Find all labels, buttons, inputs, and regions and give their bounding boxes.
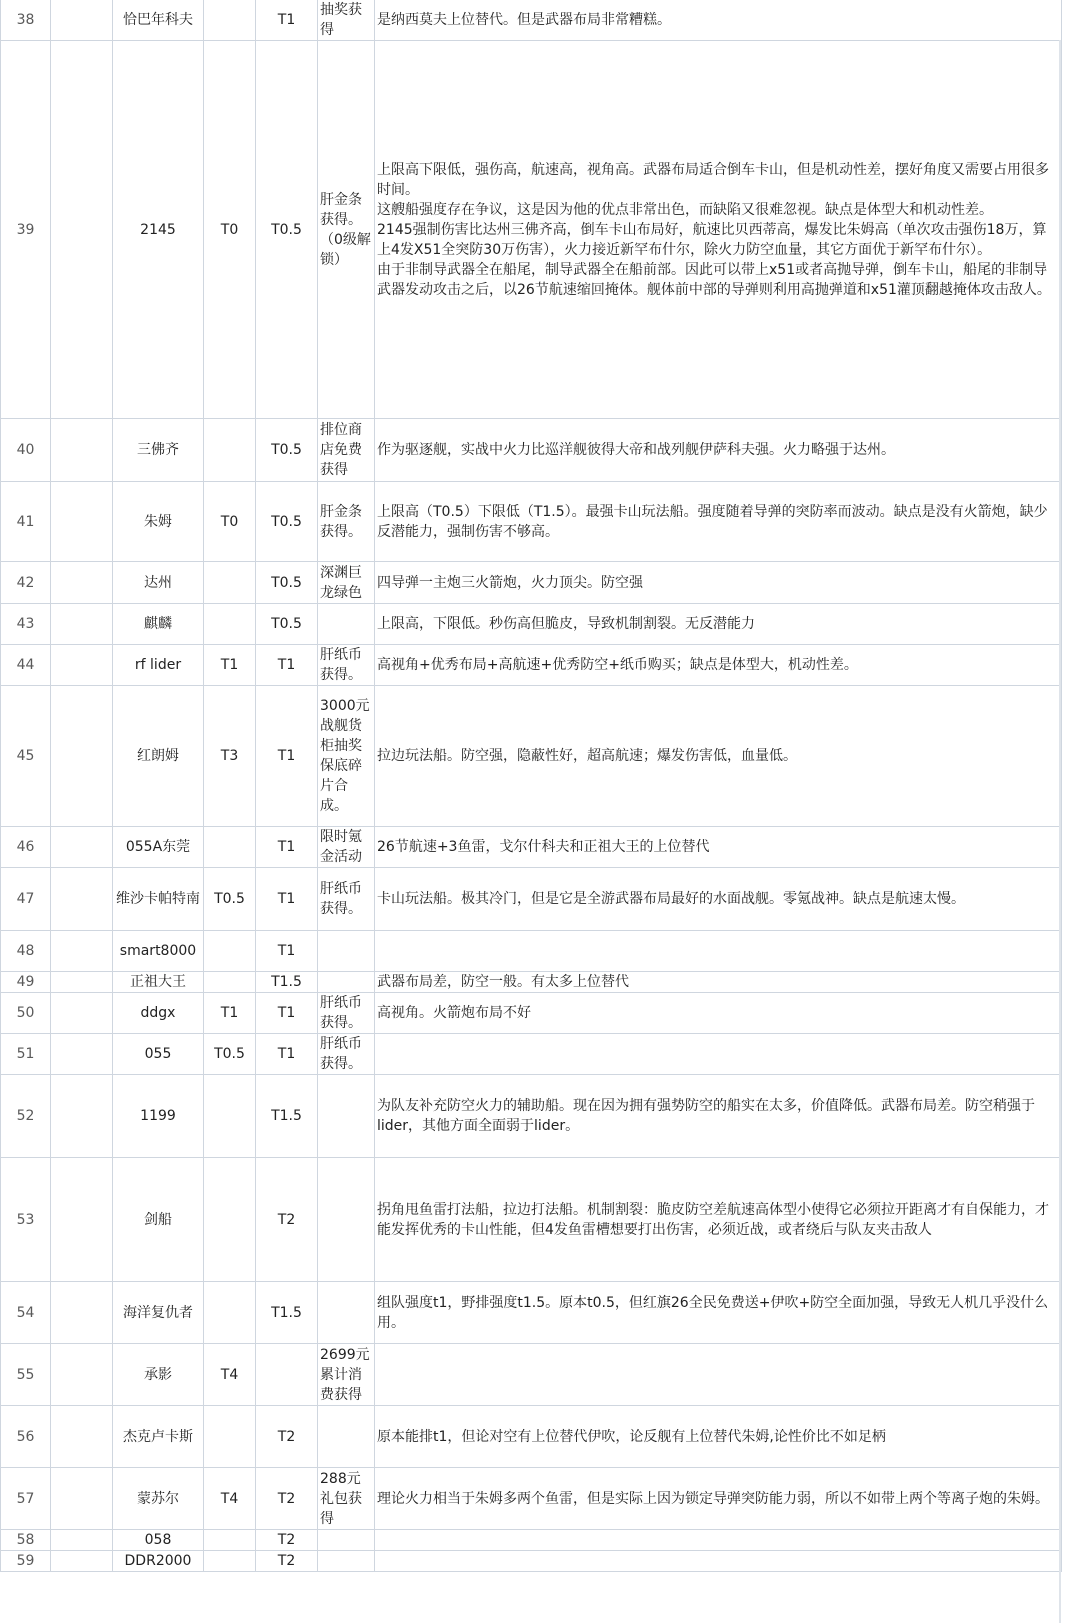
ship-name-cell[interactable]: 恰巴年科夫 [113,0,204,41]
blank-cell-cell[interactable] [51,1075,113,1158]
tier-rating-a-cell[interactable] [204,1406,256,1468]
ship-name-cell[interactable]: 麒麟 [113,604,204,645]
tier-rating-a-cell[interactable]: T1 [204,993,256,1034]
blank-cell-cell[interactable] [51,562,113,604]
ship-name-cell[interactable]: 2145 [113,41,204,419]
ship-comment-cell[interactable]: 组队强度t1，野排强度t1.5。原本t0.5，但红旗26全民免费送+伊吹+防空全面加强，导致无人机几乎没什么用。 [375,1282,1062,1344]
row-number-cell[interactable]: 52 [1,1075,51,1158]
ship-comment-cell[interactable] [375,931,1062,972]
table-row [1,1075,1062,1158]
tier-rating-b-cell[interactable]: T1 [256,827,318,868]
table-row [1,827,1062,868]
table-row [1,1158,1062,1282]
obtain-method-cell[interactable]: 排位商店免费获得 [318,419,375,482]
table-row [1,1344,1062,1406]
table-row [1,482,1062,562]
tier-rating-a-cell[interactable] [204,562,256,604]
blank-cell-cell[interactable] [51,972,113,993]
ship-name-cell[interactable]: 1199 [113,1075,204,1158]
ship-name-cell[interactable]: 蒙苏尔 [113,1468,204,1530]
table-row [1,419,1062,482]
ship-name-cell[interactable]: 058 [113,1530,204,1551]
obtain-method-cell[interactable] [318,1530,375,1551]
ship-comment-cell[interactable]: 上限高下限低，强伤高，航速高，视角高。武器布局适合倒车卡山，但是机动性差，摆好角度又需要占用很多时间。 这艘船强度存在争议，这是因为他的优点非常出色，而缺陷又很难忽视。缺点是体型大和机动性差。 2145强制伤害比达州三佛齐高，倒车卡山布局好，航速比贝西蒂高，爆发比朱姆高（单次攻击强伤18万，算上4发X51全突防30万伤害），火力接近新罕布什尔，除火力防空血量，其它方面优于新罕布什尔）。 由于非制导武器全在船尾，制导武器全在船前部。因此可以带上x51或者高抛导弹，倒车卡山，船尾的非制导武器发动攻击之后，以26节航速缩回掩体。舰体前中部的导弹则利用高抛弹道和x51灌顶翻越掩体攻击敌人。 [375,41,1062,419]
row-number-cell[interactable]: 39 [1,41,51,419]
blank-cell-cell[interactable] [51,1468,113,1530]
blank-cell-cell[interactable] [51,645,113,686]
ship-name-cell[interactable]: 承影 [113,1344,204,1406]
obtain-method-cell[interactable] [318,1282,375,1344]
blank-cell-cell[interactable] [51,1158,113,1282]
ship-name-cell[interactable]: 红朗姆 [113,686,204,827]
obtain-method-cell[interactable]: 2699元累计消费获得 [318,1344,375,1406]
tier-rating-b-cell[interactable]: T0.5 [256,482,318,562]
tier-rating-b-cell[interactable]: T0.5 [256,562,318,604]
obtain-method-cell[interactable]: 肝金条获得。（0级解锁） [318,41,375,419]
blank-cell-cell[interactable] [51,1551,113,1572]
tier-rating-b-cell[interactable]: T1.5 [256,1075,318,1158]
ship-comment-cell[interactable]: 原本能排t1，但论对空有上位替代伊吹，论反舰有上位替代朱姆,论性价比不如足柄 [375,1406,1062,1468]
ship-comment-cell[interactable] [375,1530,1062,1551]
ship-comment-cell[interactable] [375,1034,1062,1075]
tier-rating-a-cell[interactable]: T1 [204,645,256,686]
row-number-cell[interactable]: 53 [1,1158,51,1282]
table-row [1,931,1062,972]
tier-rating-b-cell[interactable] [256,1344,318,1406]
tier-rating-b-cell[interactable]: T1 [256,868,318,931]
row-number-cell[interactable]: 48 [1,931,51,972]
blank-cell-cell[interactable] [51,482,113,562]
row-number-cell[interactable]: 47 [1,868,51,931]
obtain-method-cell[interactable]: 抽奖获得 [318,0,375,41]
obtain-method-cell[interactable] [318,604,375,645]
tier-rating-a-cell[interactable] [204,1158,256,1282]
table-row [1,1406,1062,1468]
table-row [1,1034,1062,1075]
obtain-method-cell[interactable]: 限时氪金活动 [318,827,375,868]
ship-name-cell[interactable]: 杰克卢卡斯 [113,1406,204,1468]
row-number-cell[interactable]: 57 [1,1468,51,1530]
ship-comment-cell[interactable]: 高视角+优秀布局+高航速+优秀防空+纸币购买；缺点是体型大，机动性差。 [375,645,1062,686]
blank-cell-cell[interactable] [51,993,113,1034]
table-row [1,0,1062,41]
tier-rating-a-cell[interactable]: T0 [204,41,256,419]
blank-cell-cell[interactable] [51,1282,113,1344]
ship-comment-cell[interactable]: 是纳西莫夫上位替代。但是武器布局非常糟糕。 [375,0,1062,41]
tier-rating-b-cell[interactable]: T2 [256,1530,318,1551]
table-row [1,1530,1062,1551]
table-row [1,604,1062,645]
blank-cell-cell[interactable] [51,686,113,827]
ship-comment-cell[interactable] [375,1344,1062,1406]
tier-rating-a-cell[interactable] [204,931,256,972]
tier-rating-a-cell[interactable]: T0 [204,482,256,562]
row-number-cell[interactable]: 42 [1,562,51,604]
tier-rating-a-cell[interactable] [204,604,256,645]
row-number-cell[interactable]: 59 [1,1551,51,1572]
tier-rating-a-cell[interactable] [204,1551,256,1572]
tier-rating-a-cell[interactable]: T4 [204,1344,256,1406]
blank-cell-cell[interactable] [51,1530,113,1551]
tier-rating-b-cell[interactable]: T0.5 [256,419,318,482]
row-number-cell[interactable]: 56 [1,1406,51,1468]
tier-rating-b-cell[interactable]: T1 [256,645,318,686]
table-row [1,562,1062,604]
ship-name-cell[interactable]: smart8000 [113,931,204,972]
obtain-method-cell[interactable] [318,1551,375,1572]
ship-name-cell[interactable]: 朱姆 [113,482,204,562]
tier-rating-b-cell[interactable]: T2 [256,1406,318,1468]
row-number-cell[interactable]: 43 [1,604,51,645]
tier-rating-a-cell[interactable] [204,0,256,41]
row-number-cell[interactable]: 38 [1,0,51,41]
blank-cell-cell[interactable] [51,419,113,482]
row-number-cell[interactable]: 40 [1,419,51,482]
obtain-method-cell[interactable] [318,1406,375,1468]
row-number-cell[interactable]: 50 [1,993,51,1034]
blank-cell-cell[interactable] [51,868,113,931]
tier-rating-a-cell[interactable]: T3 [204,686,256,827]
table-row [1,868,1062,931]
obtain-method-cell[interactable] [318,1075,375,1158]
obtain-method-cell[interactable] [318,972,375,993]
ship-comment-cell[interactable]: 作为驱逐舰，实战中火力比巡洋舰彼得大帝和战列舰伊萨科夫强。火力略强于达州。 [375,419,1062,482]
obtain-method-cell[interactable]: 288元礼包获得 [318,1468,375,1530]
blank-cell-cell[interactable] [51,931,113,972]
ship-name-cell[interactable]: 055A东莞 [113,827,204,868]
table-row [1,41,1062,419]
blank-cell-cell[interactable] [51,827,113,868]
row-number-cell[interactable]: 44 [1,645,51,686]
ship-comment-cell[interactable]: 武器布局差，防空一般。有太多上位替代 [375,972,1062,993]
tier-rating-b-cell[interactable]: T2 [256,1551,318,1572]
row-number-cell[interactable]: 54 [1,1282,51,1344]
row-number-cell[interactable]: 58 [1,1530,51,1551]
ship-name-cell[interactable]: 正祖大王 [113,972,204,993]
tier-rating-b-cell[interactable]: T0.5 [256,41,318,419]
ship-comment-cell[interactable]: 上限高（T0.5）下限低（T1.5）。最强卡山玩法船。强度随着导弹的突防率而波动。缺点是没有火箭炮，缺少反潜能力，强制伤害不够高。 [375,482,1062,562]
ship-comment-cell[interactable]: 拐角甩鱼雷打法船，拉边打法船。机制割裂：脆皮防空差航速高体型小使得它必须拉开距离才有自保能力，才能发挥优秀的卡山性能，但4发鱼雷槽想要打出伤害，必须近战，或者绕后与队友夹击敌人 [375,1158,1062,1282]
sheet-right-edge [1059,40,1061,1623]
tier-rating-b-cell[interactable]: T1 [256,0,318,41]
ship-comment-cell[interactable]: 上限高，下限低。秒伤高但脆皮，导致机制割裂。无反潜能力 [375,604,1062,645]
row-number-cell[interactable]: 51 [1,1034,51,1075]
tier-rating-a-cell[interactable]: T4 [204,1468,256,1530]
table-row [1,972,1062,993]
blank-cell-cell[interactable] [51,604,113,645]
table-row [1,686,1062,827]
obtain-method-cell[interactable]: 肝金条获得。 [318,482,375,562]
ship-comment-cell[interactable]: 卡山玩法船。极其冷门，但是它是全游武器布局最好的水面战舰。零氪战神。缺点是航速太慢。 [375,868,1062,931]
obtain-method-cell[interactable]: 3000元战舰货柜抽奖保底碎片合成。 [318,686,375,827]
obtain-method-cell[interactable] [318,1158,375,1282]
ship-comment-cell[interactable]: 理论火力相当于朱姆多两个鱼雷，但是实际上因为锁定导弹突防能力弱，所以不如带上两个等离子炮的朱姆。 [375,1468,1062,1530]
blank-cell-cell[interactable] [51,41,113,419]
ship-name-cell[interactable]: rf lider [113,645,204,686]
tier-rating-a-cell[interactable] [204,1530,256,1551]
tier-rating-a-cell[interactable]: T0.5 [204,868,256,931]
table-row [1,645,1062,686]
ship-name-cell[interactable]: ddgx [113,993,204,1034]
tier-rating-b-cell[interactable]: T0.5 [256,604,318,645]
row-number-cell[interactable]: 55 [1,1344,51,1406]
ship-comment-cell[interactable] [375,1551,1062,1572]
tier-rating-a-cell[interactable] [204,827,256,868]
blank-cell-cell[interactable] [51,1034,113,1075]
ship-name-cell[interactable]: 达州 [113,562,204,604]
obtain-method-cell[interactable]: 肝纸币获得。 [318,1034,375,1075]
blank-cell-cell[interactable] [51,1406,113,1468]
tier-rating-a-cell[interactable] [204,1075,256,1158]
obtain-method-cell[interactable]: 肝纸币获得。 [318,993,375,1034]
ship-comment-cell[interactable]: 四导弹一主炮三火箭炮，火力顶尖。防空强 [375,562,1062,604]
tier-rating-b-cell[interactable]: T1.5 [256,972,318,993]
tier-rating-a-cell[interactable] [204,1282,256,1344]
obtain-method-cell[interactable]: 肝纸币获得。 [318,868,375,931]
tier-rating-b-cell[interactable]: T2 [256,1468,318,1530]
row-number-cell[interactable]: 45 [1,686,51,827]
obtain-method-cell[interactable]: 深渊巨龙绿色 [318,562,375,604]
tier-rating-a-cell[interactable] [204,972,256,993]
row-number-cell[interactable]: 41 [1,482,51,562]
table-row [1,1551,1062,1572]
tier-rating-a-cell[interactable]: T0.5 [204,1034,256,1075]
ship-name-cell[interactable]: DDR2000 [113,1551,204,1572]
ship-name-cell[interactable]: 维沙卡帕特南 [113,868,204,931]
ship-comment-cell[interactable]: 为队友补充防空火力的辅助船。现在因为拥有强势防空的船实在太多，价值降低。武器布局差。防空稍强于lider，其他方面全面弱于lider。 [375,1075,1062,1158]
tier-rating-b-cell[interactable]: T2 [256,1158,318,1282]
tier-rating-b-cell[interactable]: T1 [256,993,318,1034]
ship-name-cell[interactable]: 海洋复仇者 [113,1282,204,1344]
table-row [1,993,1062,1034]
tier-rating-b-cell[interactable]: T1 [256,931,318,972]
table-row [1,1468,1062,1530]
blank-cell-cell[interactable] [51,0,113,41]
tier-rating-b-cell[interactable]: T1.5 [256,1282,318,1344]
blank-cell-cell[interactable] [51,1344,113,1406]
tier-rating-b-cell[interactable]: T1 [256,686,318,827]
ship-name-cell[interactable]: 055 [113,1034,204,1075]
tier-rating-b-cell[interactable]: T1 [256,1034,318,1075]
ship-comment-cell[interactable]: 拉边玩法船。防空强，隐蔽性好，超高航速；爆发伤害低，血量低。 [375,686,1062,827]
ship-comment-cell[interactable]: 高视角。火箭炮布局不好 [375,993,1062,1034]
obtain-method-cell[interactable] [318,931,375,972]
tier-rating-a-cell[interactable] [204,419,256,482]
obtain-method-cell[interactable]: 肝纸币获得。 [318,645,375,686]
table-row [1,1282,1062,1344]
ship-name-cell[interactable]: 剑船 [113,1158,204,1282]
ship-comment-cell[interactable]: 26节航速+3鱼雷，戈尔什科夫和正祖大王的上位替代 [375,827,1062,868]
ship-name-cell[interactable]: 三佛齐 [113,419,204,482]
row-number-cell[interactable]: 49 [1,972,51,993]
row-number-cell[interactable]: 46 [1,827,51,868]
